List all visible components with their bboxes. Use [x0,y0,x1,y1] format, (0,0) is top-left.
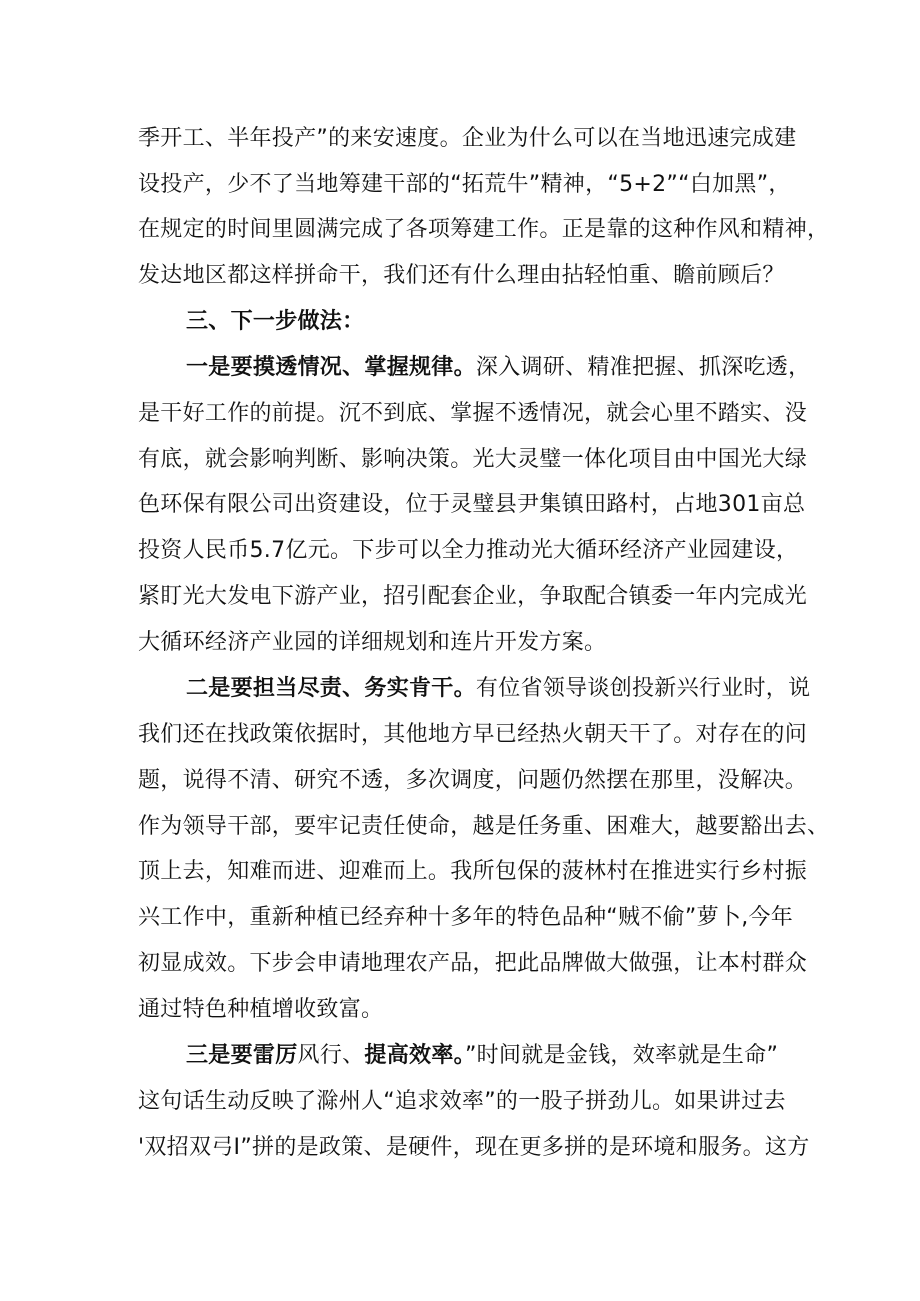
line-text: 我们还在找政策依据时，其他地方早已经热火朝天干了。对存在的问 [138,722,808,747]
line-text: 有底，就会影响判断、影响决策。光大灵璧一体化项目由中国光大绿 [138,447,808,472]
paragraph-line [138,903,793,933]
point-heading: 三是要雷厉 [186,1043,298,1068]
section-heading [186,307,364,337]
paragraph-line [138,995,383,1025]
point-heading: 一是要摸透情况、掌握规律。 [186,355,476,380]
line-text: 在规定的时间里圆满完成了各项筹建工作。正是靠的这种作风和精神， [138,217,830,242]
line-text: 风行、 [297,1043,365,1068]
paragraph-line [138,445,807,475]
point-heading: 二是要担当尽责、务实肯干。 [186,676,476,701]
line-text: 兴工作中，重新种植已经弃种十多年的特色品种“贼不偷”萝卜,今年 [138,905,794,930]
paragraph-line [138,536,798,566]
section-heading-text: 三、下一步做法： [186,309,365,334]
line-text: 设投产，少不了当地筹建干部的“拓荒牛”精神，“5+2”“白加黑”， [138,172,791,197]
paragraph-line [138,949,807,979]
line-text: 色环保有限公司出资建设，位于灵璧县尹集镇田路村，占地301亩总 [138,492,806,517]
line-text: '双招双弓I”拼的是政策、是硬件，现在更多拼的是环境和服务。这方 [138,1135,810,1160]
line-text: 通过特色种植增收致富。 [138,997,384,1022]
paragraph-line [138,582,807,612]
line-text: 紧盯光大发电下游产业，招引配套企业，争取配合镇委一年内完成光 [138,584,808,609]
line-text: 是干好工作的前提。沉不到底、掌握不透情况，就会心里不踏实、没 [138,401,808,426]
paragraph-line [186,1041,778,1071]
paragraph-line [138,261,785,291]
line-text: 初显成效。下步会申请地理农产品，把此品牌做大做强，让本村群众 [138,951,808,976]
paragraph-line [138,124,796,154]
paragraph-line [138,215,829,245]
paragraph-line [138,1133,810,1163]
paragraph-line [138,628,606,658]
line-text: 投资人民币5.7亿元。下步可以全力推动光大循环经济产业园建设， [138,538,799,563]
line-text: 大循环经济产业园的详细规划和连片开发方案。 [138,630,607,655]
point-heading-emphasis: 提高效率。 [364,1043,465,1068]
line-text: 顶上去，知难而进、迎难而上。我所包保的菠林村在推进实行乡村振 [138,859,808,884]
paragraph-line [138,490,805,520]
paragraph-line [138,1087,786,1117]
line-text: 有位省领导谈创投新兴行业时，说 [475,676,811,701]
paragraph-line [138,399,807,429]
line-text: 季开工、半年投产”的来安速度。企业为什么可以在当地迅速完成建 [138,126,797,151]
paragraph-line [186,353,810,383]
line-text: 这句话生动反映了滁州人“追求效率”的一股子拼劲儿。如果讲过去 [138,1089,786,1114]
paragraph-line [186,674,810,704]
paragraph-line [138,812,829,842]
paragraph-line [138,170,791,200]
line-text: 深入调研、精准把握、抓深吃透， [475,355,811,380]
paragraph-line [138,857,807,887]
line-text: ”时间就是金钱，效率就是生命” [464,1043,779,1068]
line-text: 发达地区都这样拼命干，我们还有什么理由拈轻怕重、瞻前顾后？ [138,263,785,288]
line-text: 作为领导干部，要牢记责任使命，越是任务重、困难大，越要豁出去、 [138,814,830,839]
paragraph-line [138,766,807,796]
paragraph-line [138,720,807,750]
line-text: 题，说得不清、研究不透，多次调度，问题仍然摆在那里，没解决。 [138,768,808,793]
